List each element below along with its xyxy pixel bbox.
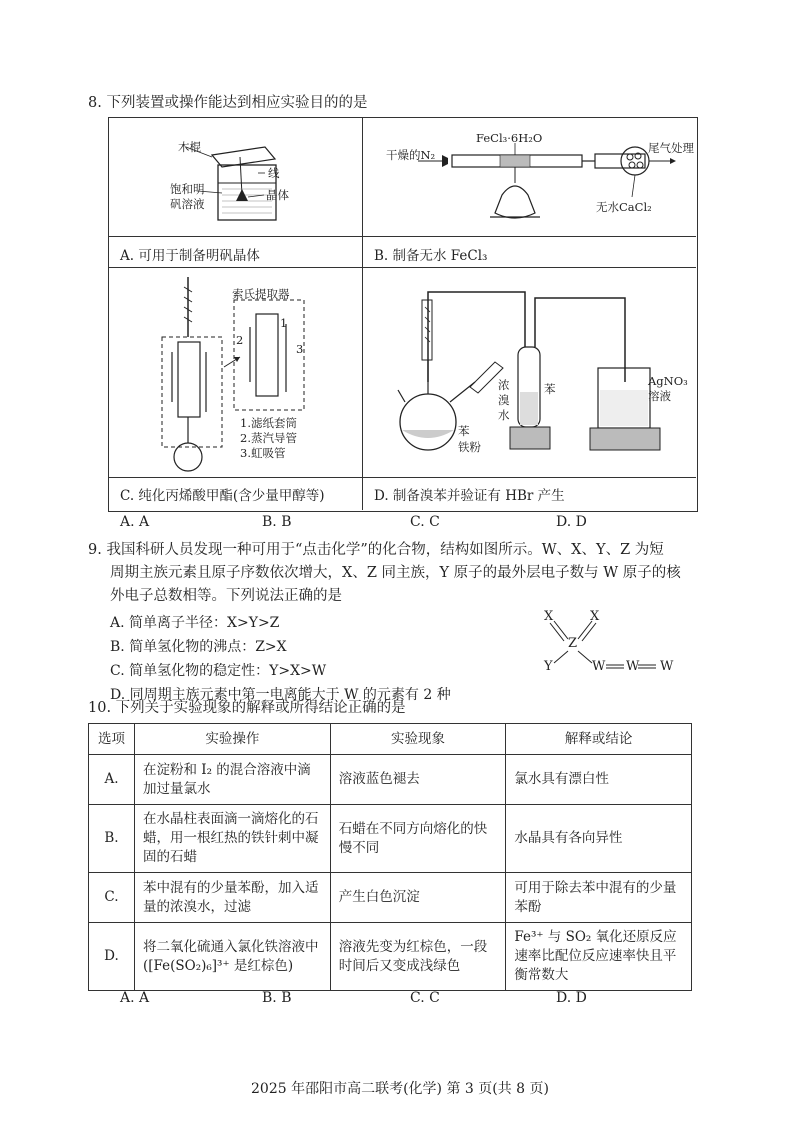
label-bromine-2: 溴 (498, 393, 510, 407)
label-solution-1: 饱和明 (170, 182, 205, 196)
table-header: 解释或结论 (506, 724, 692, 755)
label-bromine-1: 浓 (498, 378, 510, 392)
q10-table (88, 723, 692, 991)
struct-w-1: W (592, 659, 606, 674)
q9-option-d[interactable]: D. 同周期主族元素中第一电离能大于 W 的元素有 2 种 (110, 687, 451, 703)
q9-option-c[interactable]: C. 简单氢化物的稳定性：Y>X>W (110, 663, 327, 679)
panel-a-caption: A. 可用于制备明矾晶体 (120, 248, 260, 264)
table-cell: 在水晶柱表面滴一滴熔化的石蜡，用一根红热的铁针刺中凝固的石蜡 (134, 805, 330, 873)
struct-x-2: X (590, 609, 600, 624)
table-cell: 在淀粉和 I₂ 的混合溶液中滴加过量氯水 (134, 755, 330, 805)
label-bromine-3: 水 (498, 408, 510, 422)
q9-stem-line-3: 外电子总数相等。下列说法正确的是 (110, 588, 342, 604)
q8-grid-row-divider-3 (108, 477, 696, 478)
label-benzene-flask: 苯 (458, 424, 470, 438)
label-crystal: 晶体 (266, 188, 289, 202)
label-thread: 线 (268, 166, 280, 180)
table-cell: 可用于除去苯中混有的少量苯酚 (506, 873, 692, 923)
page-footer: 2025 年邵阳市高二联考(化学) 第 3 页(共 8 页) (251, 1081, 549, 1097)
panel-a-apparatus (150, 125, 310, 235)
label-n2: 干燥的N₂ (386, 148, 436, 162)
label-stick: 木棍 (178, 140, 201, 154)
label-cacl2: 无水CaCl₂ (596, 200, 652, 214)
q9-stem-line-2: 周期主族元素且原子序数依次增大，X、Z 同主族，Y 原子的最外层电子数与 W 原子的核 (110, 565, 681, 581)
struct-z: Z (568, 636, 578, 651)
struct-x-1: X (544, 609, 554, 624)
label-iron: 铁粉 (458, 440, 481, 454)
label-soxhlet-title: 索氏提取器 (232, 287, 290, 301)
q10-option-c[interactable]: C. C (410, 990, 440, 1006)
table-row (89, 873, 692, 923)
q8-grid-row-divider-2 (108, 267, 696, 268)
table-cell: 溶液蓝色褪去 (330, 755, 506, 805)
label-solution-2: 矾溶液 (170, 197, 205, 211)
panel-d-apparatus (370, 272, 690, 477)
table-cell: 苯中混有的少量苯酚，加入适量的浓溴水，过滤 (134, 873, 330, 923)
q10-option-a[interactable]: A. A (120, 990, 150, 1006)
q10-stem: 10. 下列关于实验现象的解释或所得结论正确的是 (88, 700, 406, 716)
table-row (89, 923, 692, 991)
table-cell: B. (89, 805, 135, 873)
q8-option-b[interactable]: B. B (262, 514, 292, 530)
table-cell: C. (89, 873, 135, 923)
q8-option-d[interactable]: D. D (556, 514, 587, 530)
label-agno3-solution: 溶液 (648, 389, 671, 403)
table-cell: 产生白色沉淀 (330, 873, 506, 923)
panel-b-caption: B. 制备无水 FeCl₃ (374, 248, 488, 264)
table-cell: 将二氧化硫通入氯化铁溶液中([Fe(SO₂)₆]³⁺ 是红棕色) (134, 923, 330, 991)
label-item-2: 2.蒸汽导管 (240, 431, 297, 445)
table-header: 实验操作 (134, 724, 330, 755)
label-num-3: 3 (296, 342, 304, 356)
table-cell: 氯水具有漂白性 (506, 755, 692, 805)
panel-d-caption: D. 制备溴苯并验证有 HBr 产生 (374, 488, 565, 504)
q8-grid-divider (362, 117, 363, 510)
table-header: 选项 (89, 724, 135, 755)
table-header: 实验现象 (330, 724, 506, 755)
label-num-2: 2 (236, 333, 244, 347)
table-row (89, 755, 692, 805)
table-cell: 溶液先变为红棕色，一段时间后又变成浅绿色 (330, 923, 506, 991)
table-cell: A. (89, 755, 135, 805)
label-fecl3-hydrate: FeCl₃·6H₂O (476, 131, 543, 145)
label-num-1: 1 (280, 316, 288, 330)
label-exhaust: 尾气处理 (648, 141, 694, 155)
label-item-1: 1.滤纸套筒 (240, 416, 297, 430)
q8-option-a[interactable]: A. A (120, 514, 150, 530)
label-agno3: AgNO₃ (648, 374, 688, 388)
label-benzene-tube: 苯 (544, 382, 556, 396)
struct-y: Y (544, 659, 553, 674)
struct-w-3: W (660, 659, 674, 674)
panel-c-caption: C. 纯化丙烯酸甲酯(含少量甲醇等) (120, 488, 325, 504)
q8-option-c[interactable]: C. C (410, 514, 440, 530)
table-cell: Fe³⁺ 与 SO₂ 氧化还原反应速率比配位反应速率快且平衡常数大 (506, 923, 692, 991)
q9-option-b[interactable]: B. 简单氢化物的沸点：Z>X (110, 639, 287, 655)
q8-grid-row-divider-1 (108, 236, 696, 237)
q9-structure (540, 605, 680, 685)
q9-stem-line-1: 9. 我国科研人员发现一种可用于“点击化学”的化合物，结构如图所示。W、X、Y、Z 为短 (88, 542, 664, 558)
q10-option-d[interactable]: D. D (556, 990, 587, 1006)
table-cell: 水晶具有各向异性 (506, 805, 692, 873)
q8-stem: 8. 下列装置或操作能达到相应实验目的的是 (88, 95, 368, 111)
q9-option-a[interactable]: A. 简单离子半径：X>Y>Z (110, 615, 280, 631)
struct-w-2: W (626, 659, 640, 674)
q10-option-b[interactable]: B. B (262, 990, 292, 1006)
table-header-row (89, 724, 692, 755)
table-cell: 石蜡在不同方向熔化的快慢不同 (330, 805, 506, 873)
table-row (89, 805, 692, 873)
table-cell: D. (89, 923, 135, 991)
label-item-3: 3.虹吸管 (240, 446, 286, 460)
